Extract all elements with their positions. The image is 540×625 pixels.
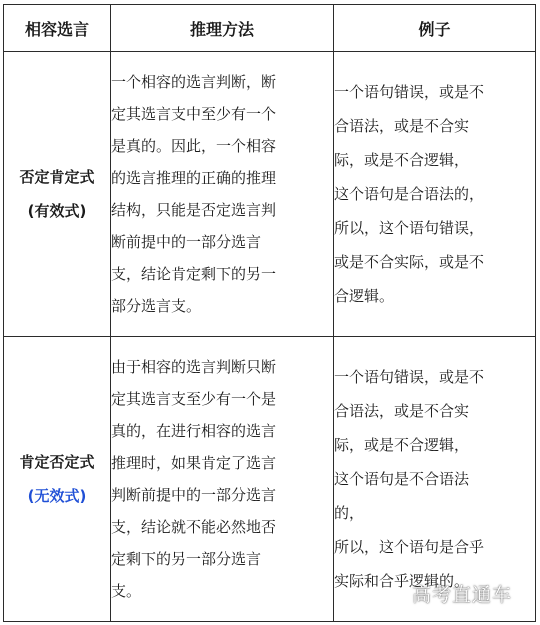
row-type-validity: (无效式) bbox=[27, 487, 87, 505]
method-cell bbox=[111, 52, 334, 337]
table-row bbox=[4, 337, 536, 622]
row-type-cell bbox=[4, 52, 111, 337]
method-line: 定其选言支中至少有一个 bbox=[111, 105, 277, 123]
example-line: 所以，这个语句错误， bbox=[334, 219, 485, 237]
header-row bbox=[4, 5, 536, 52]
example-line: 合语法，或是不合实 bbox=[334, 402, 470, 420]
example-line: 这个语句是合语法的， bbox=[334, 185, 485, 203]
example-line: 这个语句是不合语法 bbox=[334, 470, 470, 488]
method-line: 一个相容的选言判断，断 bbox=[111, 73, 277, 91]
example-cell bbox=[334, 337, 536, 622]
comparison-table bbox=[3, 4, 536, 622]
row-type-validity: (有效式) bbox=[27, 202, 87, 220]
method-line: 是真的。因此，一个相容 bbox=[111, 137, 277, 155]
method-line: 定其选言支至少有一个是 bbox=[111, 390, 277, 408]
row-type-name: 否定肯定式 bbox=[19, 168, 95, 186]
method-line: 部分选言支。 bbox=[111, 297, 202, 315]
example-cell bbox=[334, 52, 536, 337]
method-line: 断前提中的一部分选言 bbox=[111, 233, 262, 251]
method-line: 定剩下的另一部分选言 bbox=[111, 550, 262, 568]
method-line: 判断前提中的一部分选言 bbox=[111, 486, 277, 504]
row-type-cell bbox=[4, 337, 111, 622]
header-type: 相容选言 bbox=[4, 5, 111, 52]
method-line: 的选言推理的正确的推理 bbox=[111, 169, 277, 187]
method-line: 由于相容的选言判断只断 bbox=[111, 358, 277, 376]
watermark: 高考直通车 bbox=[411, 584, 512, 606]
table-row bbox=[4, 52, 536, 337]
method-line: 支，结论肯定剩下的另一 bbox=[111, 265, 277, 283]
method-line: 推理时，如果肯定了选言 bbox=[111, 454, 277, 472]
header-example: 例子 bbox=[334, 5, 536, 52]
method-line: 支，结论就不能必然地否 bbox=[111, 518, 277, 536]
method-line: 支。 bbox=[111, 582, 142, 600]
example-line: 实际和合乎逻辑的。 bbox=[334, 572, 470, 590]
method-line: 结构，只能是否定选言判 bbox=[111, 201, 277, 219]
example-line: 际，或是不合逻辑， bbox=[334, 436, 470, 454]
method-cell bbox=[111, 337, 334, 622]
example-line: 一个语句错误，或是不 bbox=[334, 83, 485, 101]
method-line: 真的，在进行相容的选言 bbox=[111, 422, 277, 440]
example-line: 合语法，或是不合实 bbox=[334, 117, 470, 135]
example-line: 的， bbox=[334, 504, 365, 522]
example-line: 所以，这个语句是合乎 bbox=[334, 538, 485, 556]
example-line: 际，或是不合逻辑， bbox=[334, 151, 470, 169]
row-type-name: 肯定否定式 bbox=[19, 453, 95, 471]
example-line: 合逻辑。 bbox=[334, 287, 395, 305]
example-line: 或是不合实际，或是不 bbox=[334, 253, 485, 271]
header-method: 推理方法 bbox=[111, 5, 334, 52]
example-line: 一个语句错误，或是不 bbox=[334, 368, 485, 386]
